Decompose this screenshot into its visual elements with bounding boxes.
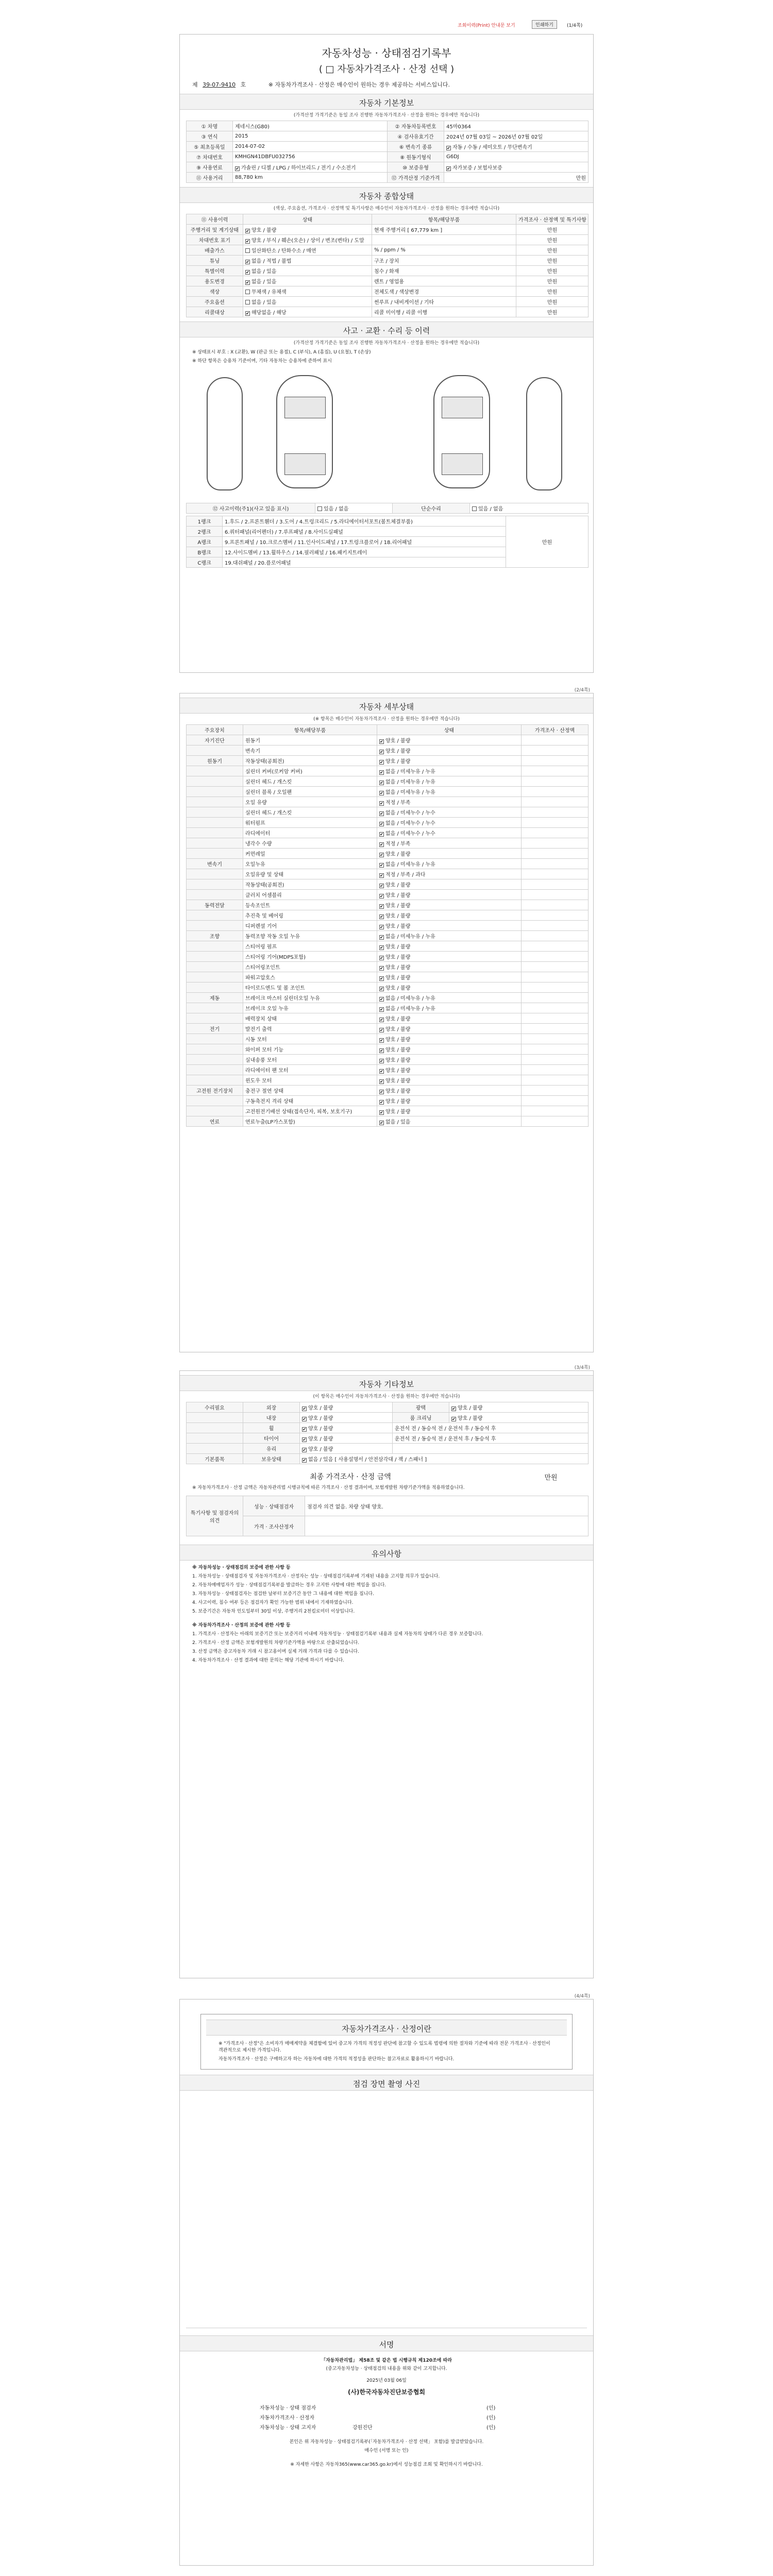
detail-row — [187, 745, 589, 756]
detail-item: 와이퍼 모터 기능 — [243, 1044, 377, 1055]
checkbox-icon — [379, 1007, 384, 1012]
detail-price — [522, 1003, 589, 1013]
detail-state: ✔ 양호 / 불량 — [377, 1075, 522, 1086]
detail-group — [187, 910, 243, 921]
detail-group — [187, 941, 243, 952]
detail-row — [187, 1116, 589, 1127]
detail-price — [522, 993, 589, 1003]
detail-group — [187, 787, 243, 797]
checkbox-icon — [379, 770, 384, 775]
record-number-label: 제 — [192, 81, 198, 88]
checkbox-icon — [379, 1100, 384, 1105]
detail-group — [187, 1055, 243, 1065]
detail-group — [187, 962, 243, 972]
detail-price — [522, 828, 589, 838]
detail-group: 변속기 — [187, 859, 243, 869]
detail-price — [522, 890, 589, 900]
detail-price — [522, 1013, 589, 1024]
detail-price — [522, 921, 589, 931]
detail-row — [187, 859, 589, 869]
detail-row — [187, 879, 589, 890]
detail-group — [187, 1096, 243, 1106]
detail-group — [187, 952, 243, 962]
detail-item: 오일누유 — [243, 859, 377, 869]
detail-row — [187, 900, 589, 910]
detail-item: 연료누출(LP가스포함) — [243, 1116, 377, 1127]
checkbox-icon — [379, 956, 384, 960]
detail-group — [187, 1003, 243, 1013]
checkbox-icon — [379, 1059, 384, 1063]
detail-group — [187, 797, 243, 807]
detail-price — [522, 787, 589, 797]
detail-price — [522, 776, 589, 787]
detail-row — [187, 787, 589, 797]
detail-state: ✔ 없음 / 미세누유 / 누유 — [377, 993, 522, 1003]
detail-price — [522, 1096, 589, 1106]
page-indicator-1: (1/4쪽) — [567, 23, 583, 28]
detail-state: ✔ 양호 / 불량 — [377, 1034, 522, 1044]
detail-state: ✔ 양호 / 불량 — [377, 745, 522, 756]
doc-subtitle: ( □ 자동차가격조사 · 산정 선택 ) — [318, 64, 455, 75]
detail-item: 브레이크 오일 누유 — [243, 1003, 377, 1013]
final-price-note: ※ 자동차가격조사 · 산정 금액은 자동차관리법 시행규칙에 따른 가격조사 · 산정 결과이며, 보험개발원 차량기준가액을 적용하였습니다. — [192, 1485, 465, 1490]
detail-state: ✔ 양호 / 불량 — [377, 1055, 522, 1065]
detail-group: 전기 — [187, 1024, 243, 1034]
checkbox-icon — [379, 853, 384, 857]
checkbox-icon — [379, 801, 384, 806]
detail-group: 연료 — [187, 1116, 243, 1127]
detail-price — [522, 900, 589, 910]
photo-section-title: 점검 장면 촬영 사진 — [180, 2075, 593, 2091]
other-info-sub: (이 항목은 매수인이 자동차가격조사 · 산정을 원하는 경우에만 적습니다) — [313, 1394, 460, 1399]
detail-row — [187, 1013, 589, 1024]
checkbox-icon — [379, 842, 384, 847]
detail-group — [187, 1034, 243, 1044]
checkbox-icon — [379, 894, 384, 899]
checkbox-icon — [379, 1048, 384, 1053]
detail-status-table: 주요장치 항목/해당부품 상태 가격조사 · 산정액 자기진단 원동기 ✔ 양호 / 불량 변속기 ✔ 양호 / 불량 원동기 작동상태(공회전) ✔ 양호 / 불량 실린더 커버(로커암 커버) ✔ 없음 / 미세누유 / 누유 실린더 헤드 / 개스킷 ✔ 없음 / 미세누유 / 누유 실린더 블록 / 오일팬 ✔ 없음 / 미세누유 / 누유 오일 유량 ✔ 적정 / 부족 실린더 헤드 / 개스킷 ✔ 없음 / 미세누수 / 누수 워터펌프 ✔ 없음 / 미세누수 / 누수 라디에이터 ✔ 없음 / 미세누수 / 누수 냉각수 수량 ✔ 적정 / 부족 커먼레일 ✔ 양호 / 불량 변속기 오일누유 ✔ 없음 / 미세누유 / 누유 오일유량 및 상태 ✔ 적정 / 부족 / 과다 작동상태(공회전) ✔ 양호 / 불량 클러치 어셈블리 ✔ 양호 / 불량 동력전달 등속조인트 ✔ 양호 / 불량 추진축 및 베어링 ✔ 양호 / 불량 디퍼렌셜 기어 ✔ 양호 / 불량 조향 동력조향 작동 오일 누유 ✔ 없음 / 미세누유 / 누유 스티어링 펌프 ✔ 양호 / 불량 스티어링 기어(MDPS포함) ✔ 양호 / 불량 스티어링조인트 ✔ 양호 / 불량 파워고압호스 ✔ 양호 / 불량 타이로드엔드 및 볼 조인트 ✔ 양호 / 불량 제동 브레이크 마스터 실린더오일 누유 ✔ 없음 / 미세누유 / 누유 브레이크 오일 누유 ✔ 없음 / 미세누유 / 누유 배력장치 상태 ✔ 양호 / 불량 전기 발전기 출력 ✔ 양호 / 불량 시동 모터 ✔ 양호 / 불량 와이퍼 모터 기능 ✔ 양호 / 불량 실내송풍 모터 ✔ 양호 / 불량 라디에이터 팬 모터 ✔ 양호 / 불량 윈도우 모터 ✔ 양호 / 불량 고전원 전기장치 충전구 절연 상태 ✔ 양호 / 불량 구동축전지 격리 상태 ✔ 양호 / 불량 고전원전기배선 상태(접속단자, 피복, 보호기구) ✔ 양호 / 불량 연료 연료누출(LP가스포함) ✔ 없음 / 있음 — [186, 724, 589, 1127]
detail-state: ✔ 양호 / 불량 — [377, 879, 522, 890]
page-indicator-2: (2/4쪽) — [574, 688, 590, 693]
detail-row — [187, 776, 589, 787]
detail-group — [187, 807, 243, 818]
checkbox-icon — [379, 935, 384, 940]
checkbox-icon — [379, 1110, 384, 1115]
detail-state: ✔ 없음 / 미세누유 / 누유 — [377, 776, 522, 787]
caution-section-2: ※ 자동차가격조사 · 산정의 보증에 관한 사항 등 1. 가격조사 · 산정자는 아래의 보증기간 또는 보증거리 이내에 자동차성능 · 상태점검기록부 내용과 실제 자동차의 상태가 다른 경우 보증합니다. 2. 가격조사 · 산정 금액은 보험개발원의 차량기준가액을 바탕으로 산출되었습니다. 3. 산정 금액은 중고자동차 거래 시 참고용이며 실제 거래 가격과 다를 수 있습니다. 4. 자동차가격조사 · 산정 결과에 대한 문의는 해당 기관에 하시기 바랍니다. — [192, 1623, 483, 1663]
detail-group: 고전원 전기장치 — [187, 1086, 243, 1096]
other-info-table: 수리필요 외장 ✔ 양호 / 불량 광택 ✔ 양호 / 불량 내장 ✔ 양호 / 불량 룸 크리닝 ✔ 양호 / 불량 휠 ✔ 양호 / 불량 운전석 전 / 동승석 전 / 운전석 후 / 동승석 후 타이어 ✔ 양호 / 불량 운전석 전 / 동승석 전 / 운전석 후 / 동승석 후 유리 ✔ 양호 / 불량 기본품목 보유상태 ✔ 없음 / 있음 [ 사용설명서 / 안전삼각대 / 잭 / 스패너 ] — [186, 1402, 589, 1464]
detail-row — [187, 921, 589, 931]
page-4 — [179, 1994, 594, 2566]
caution-section-1: ※ 자동차성능 · 상태점검의 보증에 관한 사항 등 1. 자동차성능 · 상태점검자 및 자동차가격조사 · 산정자는 성능 · 상태점검기록부에 기재된 내용을 고지할 의무가 있습니다. 2. 자동차매매업자가 성능 · 상태점검기록부를 발급하는 경우 고지한 사항에 대한 책임을 집니다. 3. 자동차성능 · 상태점검자는 점검한 날부터 보증기간 동안 그 내용에 대한 책임을 집니다. 4. 사고이력, 침수 여부 등은 점검자가 확인 가능한 범위 내에서 기재하였습니다. 5. 보증기간은 자동차 인도일부터 30일 이상, 주행거리 2천킬로미터 이상입니다. — [192, 1565, 440, 1614]
car-left-side-icon — [207, 377, 243, 490]
detail-group — [187, 1075, 243, 1086]
detail-row — [187, 962, 589, 972]
detail-item: 커먼레일 — [243, 849, 377, 859]
detail-state: ✔ 양호 / 불량 — [377, 972, 522, 982]
detail-item: 윈도우 모터 — [243, 1075, 377, 1086]
general-status-sub: (색상, 주요옵션, 가격조사 · 산정액 및 특기사항은 매수인이 자동차가격조사 · 산정을 원하는 경우에만 적습니다) — [273, 206, 500, 211]
detail-state: ✔ 없음 / 미세누수 / 누수 — [377, 807, 522, 818]
detail-row — [187, 1065, 589, 1075]
detail-row — [187, 1106, 589, 1116]
detail-state: ✔ 없음 / 미세누유 / 누유 — [377, 931, 522, 941]
detail-item: 고전원전기배선 상태(접속단자, 피복, 보호기구) — [243, 1106, 377, 1116]
detail-row — [187, 1075, 589, 1086]
detail-item: 실린더 커버(로커암 커버) — [243, 766, 377, 776]
detail-row — [187, 993, 589, 1003]
checkbox-icon — [379, 760, 384, 765]
detail-state: ✔ 적정 / 부족 — [377, 797, 522, 807]
detail-state: ✔ 없음 / 미세누유 / 누유 — [377, 1003, 522, 1013]
record-number-suffix: 호 — [240, 81, 246, 88]
checkbox-icon — [379, 997, 384, 1002]
detail-row — [187, 1086, 589, 1096]
detail-item: 실내송풍 모터 — [243, 1055, 377, 1065]
detail-group — [187, 1044, 243, 1055]
detail-price — [522, 807, 589, 818]
detail-group — [187, 1013, 243, 1024]
checkbox-icon — [379, 1018, 384, 1022]
detail-row — [187, 818, 589, 828]
photo-area — [186, 2091, 587, 2328]
detail-state: ✔ 양호 / 불량 — [377, 1065, 522, 1075]
detail-state: ✔ 양호 / 불량 — [377, 941, 522, 952]
detail-state: ✔ 없음 / 미세누유 / 누유 — [377, 787, 522, 797]
detail-item: 스티어링 펌프 — [243, 941, 377, 952]
car-right-side-icon — [526, 377, 562, 490]
detail-price — [522, 910, 589, 921]
final-price-value: 만원 — [544, 1473, 558, 1482]
detail-state: ✔ 양호 / 불량 — [377, 982, 522, 993]
other-info-title: 자동차 기타정보 — [180, 1375, 593, 1391]
detail-group — [187, 745, 243, 756]
detail-state: ✔ 양호 / 불량 — [377, 1044, 522, 1055]
detail-state: ✔ 양호 / 불량 — [377, 1086, 522, 1096]
detail-group — [187, 818, 243, 828]
detail-price — [522, 766, 589, 776]
general-status-title: 자동차 종합상태 — [180, 187, 593, 203]
buyer-signature: 매수인 (서명 또는 인) — [364, 2448, 409, 2453]
checkbox-icon — [379, 873, 384, 878]
detail-state: ✔ 양호 / 불량 — [377, 849, 522, 859]
detail-price — [522, 735, 589, 745]
accident-history-title: 사고 · 교환 · 수리 등 이력 — [180, 321, 593, 337]
detail-item: 워터펌프 — [243, 818, 377, 828]
issuing-organization: (사)한국자동차진단보증협회 — [347, 2388, 426, 2396]
checkbox-icon — [379, 1069, 384, 1074]
detail-price — [522, 1055, 589, 1065]
checkbox-icon — [379, 1079, 384, 1084]
checkbox-icon — [379, 832, 384, 837]
checkbox-icon — [379, 1090, 384, 1094]
detail-state: ✔ 없음 / 있음 — [377, 1116, 522, 1127]
detail-row — [187, 1044, 589, 1055]
signature-title: 서명 — [180, 2335, 593, 2351]
detail-item: 실린더 블록 / 오일팬 — [243, 787, 377, 797]
detail-group: 제동 — [187, 993, 243, 1003]
page-indicator-4: (4/4쪽) — [574, 1994, 590, 1999]
checkbox-icon — [379, 925, 384, 929]
detail-item: 스티어링조인트 — [243, 962, 377, 972]
detail-item: 변속기 — [243, 745, 377, 756]
detail-group — [187, 1065, 243, 1075]
detail-price — [522, 982, 589, 993]
detail-state: ✔ 양호 / 불량 — [377, 1013, 522, 1024]
detail-state: ✔ 없음 / 미세누수 / 누수 — [377, 828, 522, 838]
frame-rank-table: 1랭크 1.후드 / 2.프론트휀더 / 3.도어 / 4.트렁크리드 / 5.라디에이터서포트(볼트체결부품) 만원 2랭크 6.쿼터패널(리어펜더) / 7.루프패널 / 8.사이드실패널 A랭크 9.프론트패널 / 10.크로스멤버 / 11.인사이드패널 / 17.트렁크플로어 / 18.리어패널 B랭크 12.사이드멤버 / 13.휠하우스 / 14.필러패널 / 16.패키지트레이 C랭크 19.대쉬패널 / 20.플로어패널 — [186, 516, 589, 568]
detail-item: 라디에이터 — [243, 828, 377, 838]
detail-row — [187, 828, 589, 838]
detail-price — [522, 1044, 589, 1055]
general-status-table: ⑪ 사용이력 상태 항목/해당부품 가격조사 · 산정액 및 특기사항 주행거리 및 계기상태 ✔ 양호 / 불량 현재 주행거리 [ 67,779 km ] 만원 차대번호 표기 ✔ 양호 / 부식 / 훼손(오손) / 상이 / 변조(변타) / 도말 만원 배출가스 일산화탄소 / 탄화수소 / 매연 % / ppm / % 만원 튜닝 ✔ 없음 / 적법 / 불법 구조 / 장치 만원 특별이력 ✔ 없음 / 있음 침수 / 화재 만원 용도변경 ✔ 없음 / 있음 렌트 / 영업용 만원 색상 무채색 / 유채색 전체도색 / 색상변경 만원 주요옵션 없음 / 있음 썬루프 / 내비게이션 / 기타 만원 리콜대상 ✔ 해당없음 / 해당 리콜 미이행 / 리콜 이행 만원 — [186, 214, 589, 317]
detail-state: ✔ 없음 / 미세누유 / 누유 — [377, 859, 522, 869]
detail-group — [187, 921, 243, 931]
car-diagram — [186, 370, 587, 499]
detail-row — [187, 982, 589, 993]
detail-state: ✔ 없음 / 미세누유 / 누유 — [377, 766, 522, 776]
page-2 — [179, 688, 594, 1352]
detail-price — [522, 952, 589, 962]
detail-price — [522, 1106, 589, 1116]
detail-item: 디퍼렌셜 기어 — [243, 921, 377, 931]
detail-row — [187, 1024, 589, 1034]
detail-item: 클러치 어셈블리 — [243, 890, 377, 900]
detail-status-title: 자동차 세부상태 — [180, 698, 593, 714]
detail-row — [187, 972, 589, 982]
detail-item: 실린더 헤드 / 개스킷 — [243, 807, 377, 818]
detail-price — [522, 1034, 589, 1044]
price-definition-text-2: 자동차가격조사 · 산정은 구매하고자 하는 자동차에 대한 가격의 적정성을 판단하는 참고자료로 활용하시기 바랍니다. — [219, 2057, 455, 2062]
detail-price — [522, 941, 589, 952]
detail-item: 작동상태(공회전) — [243, 756, 377, 766]
detail-row — [187, 890, 589, 900]
detail-price — [522, 745, 589, 756]
accident-legend: ※ 상태표시 부호 : X (교환), W (판금 또는 용접), C (부식), A (흠집), U (요철), T (손상) — [192, 350, 371, 355]
detail-row — [187, 1055, 589, 1065]
detail-row — [187, 766, 589, 776]
detail-group — [187, 849, 243, 859]
checkbox-icon — [379, 750, 384, 754]
caution-title: 유의사항 — [180, 1545, 593, 1561]
detail-group — [187, 890, 243, 900]
detail-item: 작동상태(공회전) — [243, 879, 377, 890]
signature-date: 2025년 03월 06일 — [366, 2378, 407, 2383]
page-1 — [179, 34, 594, 673]
detail-row — [187, 807, 589, 818]
checkbox-icon — [379, 822, 384, 826]
car-underbody-icon — [433, 375, 490, 488]
detail-item: 동력조향 작동 오일 누유 — [243, 931, 377, 941]
detail-group — [187, 838, 243, 849]
detail-state: ✔ 양호 / 불량 — [377, 756, 522, 766]
detail-item: 냉각수 수량 — [243, 838, 377, 849]
checkbox-icon — [379, 863, 384, 868]
checkbox-icon — [379, 1038, 384, 1043]
checkbox-icon — [379, 966, 384, 971]
detail-group — [187, 869, 243, 879]
detail-item: 등속조인트 — [243, 900, 377, 910]
detail-state: ✔ 양호 / 불량 — [377, 735, 522, 745]
basic-info-table: ① 차명 제네시스(G80) ② 자동차등록번호 45마0364 ③ 연식 2015 ④ 검사유효기간 2024년 07월 03일 ~ 2026년 07월 02일 ⑤ 최초등록일 2014-07-02 ⑥ 변속기 종류 ✔ 자동 / 수동 / 세미오토 / 무단변속기 ⑦ 차대번호 KMHGN41DBFU032756 ⑧ 원동기형식 G6DJ ⑨ 사용연료 ✔ 가솔린 / 디젤 / LPG / 하이브리드 / 전기 / 수소전기 ⑩ 보증유형 ✔ 자가보증 / 보험사보증 ⑪ 사용거리 88,780 km ⑫ 가격산정 기준가격 만원 — [186, 121, 589, 183]
detail-row — [187, 1034, 589, 1044]
detail-row — [187, 931, 589, 941]
detail-price — [522, 838, 589, 849]
detail-state: ✔ 양호 / 불량 — [377, 900, 522, 910]
detail-group — [187, 776, 243, 787]
detail-group: 동력전달 — [187, 900, 243, 910]
signature-law-text-2: (중고자동차성능 · 상태점검의 내용을 위와 같이 고지합니다. — [326, 2366, 447, 2371]
detail-price — [522, 1086, 589, 1096]
detail-item: 발전기 출력 — [243, 1024, 377, 1034]
detail-group: 조향 — [187, 931, 243, 941]
accident-note: ※ 하단 항목은 승용차 기준이며, 기타 자동차는 승용차에 준하여 표시 — [192, 359, 332, 364]
signature-table: 자동차성능 · 상태 점검자 (인) 자동차가격조사 · 산정자 (인) 자동차성능 · 상태 고지자 강원진단 (인) — [260, 2405, 496, 2431]
checkbox-icon — [379, 1028, 384, 1032]
detail-item: 배력장치 상태 — [243, 1013, 377, 1024]
page-indicator-3: (3/4쪽) — [574, 1365, 590, 1370]
detail-group: 자기진단 — [187, 735, 243, 745]
detail-group — [187, 972, 243, 982]
detail-item: 스티어링 기어(MDPS포함) — [243, 952, 377, 962]
checkbox-icon — [379, 976, 384, 981]
checkbox-icon — [379, 1121, 384, 1125]
detail-group — [187, 766, 243, 776]
checkbox-icon — [379, 914, 384, 919]
detail-price — [522, 869, 589, 879]
price-definition-title: 자동차가격조사 · 산정이란 — [206, 2020, 567, 2036]
detail-row — [187, 838, 589, 849]
detail-item: 파워고압호스 — [243, 972, 377, 982]
print-notice-link[interactable]: 조회이력(Print) 안내문 보기 — [458, 23, 515, 28]
detail-row — [187, 756, 589, 766]
detail-price — [522, 756, 589, 766]
checkbox-icon — [379, 781, 384, 785]
car-top-view-icon — [276, 375, 333, 488]
detail-group — [187, 879, 243, 890]
checkbox-icon — [379, 945, 384, 950]
detail-state: ✔ 적정 / 부족 — [377, 838, 522, 849]
service-notice: ※ 자동차가격조사 · 산정은 매수인이 원하는 경우 제공하는 서비스입니다. — [268, 81, 450, 88]
detail-item: 라디에이터 팬 모터 — [243, 1065, 377, 1075]
special-notes-table: 특기사항 및 점검자의 의견 성능 · 상태점검자 점검자 의견 없음. 차량 상태 양호. 가격 · 조사산정자 — [186, 1496, 589, 1536]
top-bar — [179, 19, 594, 31]
footer-note: ※ 자세한 사항은 자동차365(www.car365.go.kr)에서 성능점검 조회 및 확인하시기 바랍니다. — [290, 2462, 483, 2467]
checkbox-icon — [379, 791, 384, 795]
detail-group — [187, 1106, 243, 1116]
detail-item: 타이로드엔드 및 볼 조인트 — [243, 982, 377, 993]
detail-state: ✔ 양호 / 불량 — [377, 921, 522, 931]
checkbox-icon — [379, 811, 384, 816]
record-number: 39-07-9410 — [203, 81, 236, 88]
detail-price — [522, 962, 589, 972]
detail-row — [187, 869, 589, 879]
detail-status-sub: (※ 항목은 매수인이 자동차가격조사 · 산정을 원하는 경우에만 적습니다) — [313, 717, 460, 722]
detail-item: 추진축 및 베어링 — [243, 910, 377, 921]
checkbox-icon — [379, 904, 384, 909]
detail-price — [522, 859, 589, 869]
signature-law-text-1: 「자동차관리법」 제58조 및 같은 법 시행규칙 제120조에 따라 — [321, 2358, 452, 2363]
detail-price — [522, 1116, 589, 1127]
checkbox-icon — [379, 987, 384, 991]
print-button[interactable]: 인쇄하기 — [532, 20, 557, 29]
detail-state: ✔ 양호 / 불량 — [377, 910, 522, 921]
detail-price — [522, 879, 589, 890]
detail-price — [522, 972, 589, 982]
detail-group — [187, 982, 243, 993]
detail-row — [187, 1096, 589, 1106]
detail-state: ✔ 양호 / 불량 — [377, 890, 522, 900]
detail-item: 원동기 — [243, 735, 377, 745]
detail-group — [187, 828, 243, 838]
basic-info-sub: (가격산정 가격기준은 동일 조사 진행한 자동차가격조사 · 산정을 원하는 경우에만 적습니다) — [293, 113, 480, 118]
detail-price — [522, 1075, 589, 1086]
detail-item: 실린더 헤드 / 개스킷 — [243, 776, 377, 787]
detail-price — [522, 1065, 589, 1075]
detail-item: 브레이크 마스터 실린더오일 누유 — [243, 993, 377, 1003]
detail-item: 오일유량 및 상태 — [243, 869, 377, 879]
detail-state: ✔ 양호 / 불량 — [377, 1024, 522, 1034]
detail-row — [187, 797, 589, 807]
accident-summary-table: ⑫ 사고이력(주1)(사고 있음 표시) 있음 / 없음 단순수리 있음 / 없음 — [186, 503, 589, 514]
checkbox-icon — [379, 884, 384, 888]
detail-price — [522, 818, 589, 828]
detail-state: ✔ 양호 / 불량 — [377, 1096, 522, 1106]
detail-row — [187, 1003, 589, 1013]
detail-item: 시동 모터 — [243, 1034, 377, 1044]
detail-row — [187, 941, 589, 952]
detail-row — [187, 910, 589, 921]
accident-history-sub: (가격산정 가격기준은 동일 조사 진행한 자동차가격조사 · 산정을 원하는 경우에만 적습니다) — [293, 341, 480, 346]
detail-item: 충전구 절연 상태 — [243, 1086, 377, 1096]
detail-price — [522, 1024, 589, 1034]
checkbox-icon — [379, 739, 384, 744]
page-3 — [179, 1365, 594, 1978]
detail-state: ✔ 적정 / 부족 / 과다 — [377, 869, 522, 879]
detail-item: 오일 유량 — [243, 797, 377, 807]
detail-group: 원동기 — [187, 756, 243, 766]
detail-price — [522, 797, 589, 807]
detail-row — [187, 952, 589, 962]
detail-row — [187, 735, 589, 745]
price-definition-text-1: ※ "가격조사 · 산정"은 소비자가 매매계약을 체결함에 있어 중고차 가격의 적정성 판단에 참고할 수 있도록 법령에 의한 절차와 기준에 따라 전문 가격조사 · 산정인이 객관적으로 제시한 가격입니다. — [219, 2041, 550, 2053]
detail-state: ✔ 양호 / 불량 — [377, 1106, 522, 1116]
receipt-statement: 본인은 위 자동차성능 · 상태점검기록부(「자동차가격조사 · 산정 선택」 포함)를 발급받았습니다. — [289, 2439, 484, 2445]
detail-state: ✔ 양호 / 불량 — [377, 962, 522, 972]
detail-item: 구동축전지 격리 상태 — [243, 1096, 377, 1106]
detail-state: ✔ 없음 / 미세누수 / 누수 — [377, 818, 522, 828]
price-definition-box — [200, 2014, 573, 2070]
final-price-title: 최종 가격조사 · 산정 금액 — [310, 1473, 391, 1481]
doc-title: 자동차성능 · 상태점검기록부 — [322, 47, 451, 59]
detail-row — [187, 849, 589, 859]
detail-state: ✔ 양호 / 불량 — [377, 952, 522, 962]
detail-price — [522, 931, 589, 941]
detail-price — [522, 849, 589, 859]
basic-info-title: 자동차 기본정보 — [180, 94, 593, 110]
